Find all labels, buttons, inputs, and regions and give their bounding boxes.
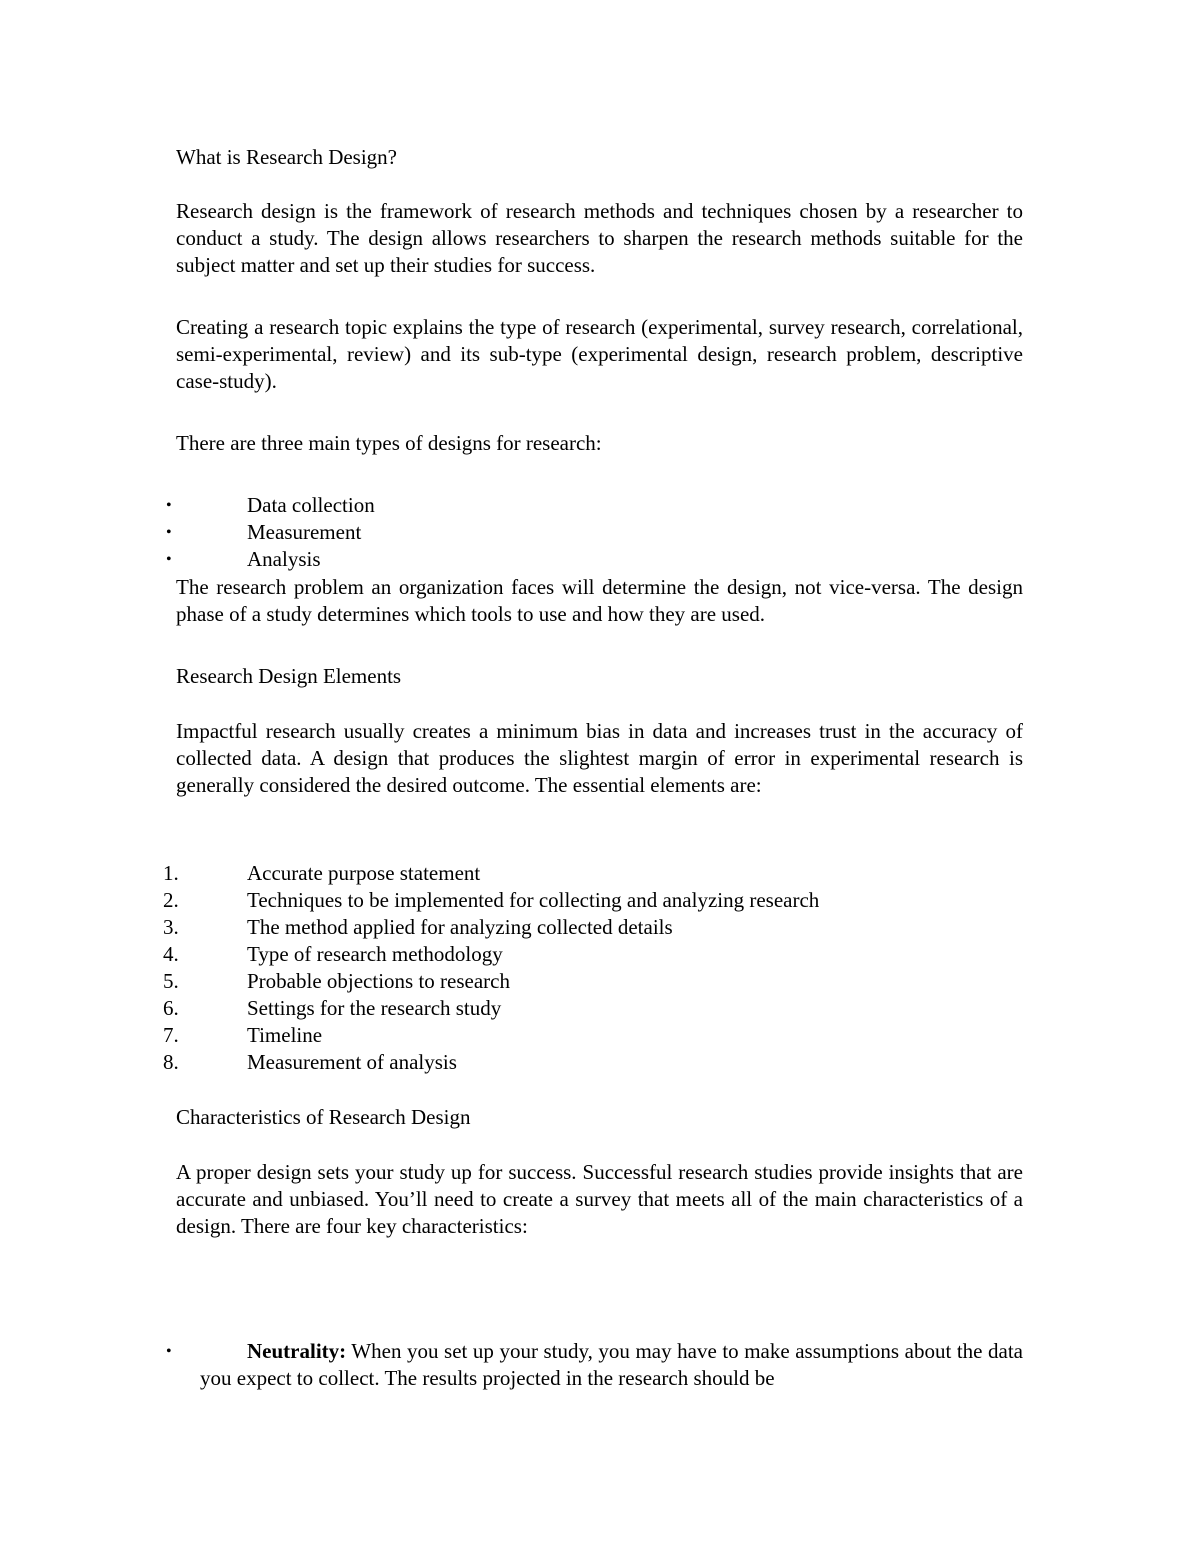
list-item-text: Measurement xyxy=(247,520,362,544)
list-item xyxy=(0,914,1200,941)
list-item xyxy=(0,519,1200,546)
heading-research-design-elements: Research Design Elements xyxy=(176,664,402,688)
list-number: 3. xyxy=(163,915,179,939)
elements-numbered-list xyxy=(0,860,1200,1076)
bullet-icon: • xyxy=(166,1343,172,1360)
bullet-icon: • xyxy=(166,551,172,568)
bullet-icon: • xyxy=(166,524,172,541)
list-item xyxy=(0,546,1200,573)
list-item-text: Accurate purpose statement xyxy=(247,861,481,885)
list-item-text: Type of research methodology xyxy=(247,942,503,966)
list-item xyxy=(0,1049,1200,1076)
list-item-text: Measurement of analysis xyxy=(247,1050,457,1074)
list-item xyxy=(0,860,1200,887)
paragraph-three-types-intro: There are three main types of designs for research: xyxy=(176,431,602,455)
heading-characteristics: Characteristics of Research Design xyxy=(176,1105,471,1129)
list-item xyxy=(0,968,1200,995)
neutrality-label: Neutrality: xyxy=(247,1339,347,1363)
list-item-text: Settings for the research study xyxy=(247,996,502,1020)
list-item-text: Probable objections to research xyxy=(247,969,510,993)
list-number: 5. xyxy=(163,969,179,993)
list-item-text: Analysis xyxy=(247,547,321,571)
list-item-text: Timeline xyxy=(247,1023,323,1047)
heading-what-is-research-design: What is Research Design? xyxy=(176,145,398,169)
paragraph-impactful-research: Impactful research usually creates a minimum bias in data and increases trust in the accuracy of collected data. A design that produces the slightest margin of error in experimental research is generally considered the desired outcome. The essential elements are: xyxy=(176,719,1023,797)
list-number: 7. xyxy=(163,1023,179,1047)
paragraph-research-topic: Creating a research topic explains the type of research (experimental, survey research, correlational, semi-experimental, review) and its sub-type (experimental design, research problem, descriptive case-study). xyxy=(176,315,1023,393)
list-number: 2. xyxy=(163,888,179,912)
list-item xyxy=(0,1022,1200,1049)
list-item-text: Data collection xyxy=(247,493,375,517)
list-number: 6. xyxy=(163,996,179,1020)
bullet-icon: • xyxy=(166,497,172,514)
list-item-text: Techniques to be implemented for collecting and analyzing research xyxy=(247,888,820,912)
paragraph-proper-design: A proper design sets your study up for success. Successful research studies provide insights that are accurate and unbiased. You’ll need to create a survey that meets all of the main characteristics of a design. There are four key characteristics: xyxy=(176,1160,1023,1238)
design-types-list xyxy=(0,492,1200,573)
paragraph-research-problem: The research problem an organization faces will determine the design, not vice-versa. The design phase of a study determines which tools to use and how they are used. xyxy=(176,575,1023,626)
list-item xyxy=(0,887,1200,914)
list-number: 4. xyxy=(163,942,179,966)
list-number: 1. xyxy=(163,861,179,885)
neutrality-paragraph xyxy=(200,1338,1023,1392)
paragraph-definition: Research design is the framework of research methods and techniques chosen by a researcher to conduct a study. The design allows researchers to sharpen the research methods suitable for the subject matter and set up their studies for success. xyxy=(176,199,1023,277)
list-item-text: The method applied for analyzing collected details xyxy=(247,915,673,939)
neutrality-description: When you set up your study, you may have to make assumptions about the data you expect to collect. The results projected in the research should be xyxy=(200,1339,1023,1390)
list-number: 8. xyxy=(163,1050,179,1074)
list-item xyxy=(0,995,1200,1022)
list-item xyxy=(0,492,1200,519)
list-item xyxy=(0,941,1200,968)
